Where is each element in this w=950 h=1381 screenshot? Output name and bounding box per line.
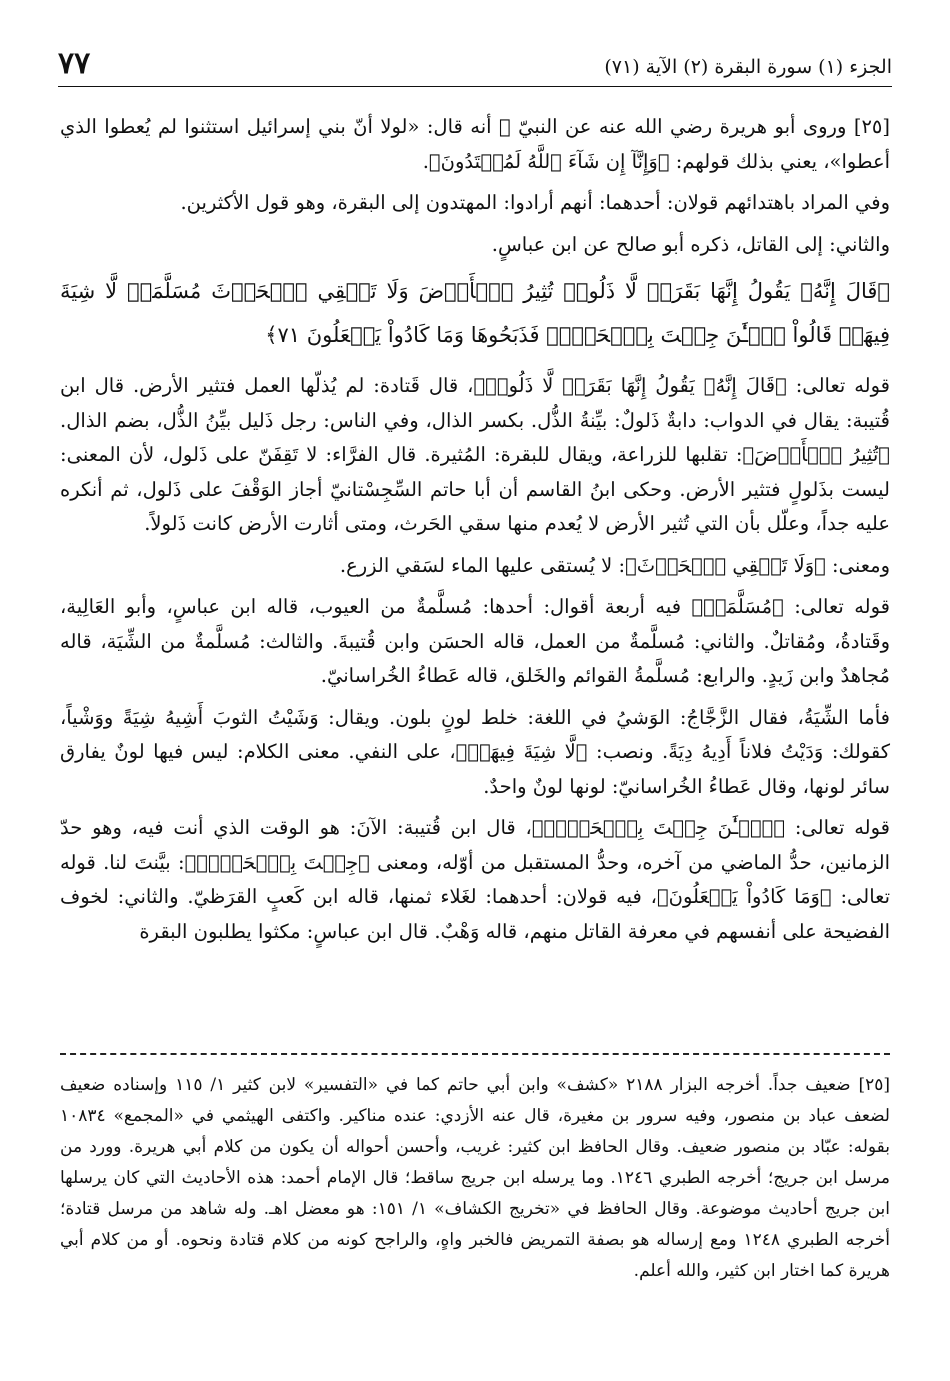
paragraph-dhalul: قوله تعالى: ﴿قَالَ إِنَّهُۥ يَقُولُ إِنَّهَا بَقَرَةٞ لَّا ذَلُولٞ﴾، قال قَتادة: لم يُذلّها العمل فتثير الأرض. قال ابن قُتيبة: يقال في الدواب: دابةٌ ذَلولٌ: بيِّنةُ الذُّل. بكسر الذال، وفي الناس: رجل ذَليل بيِّنُ الذُّل، بضم الذال. ﴿تُثِيرُ ٱلۡأَرۡضَ﴾: تقلبها للزراعة، ويقال للبقرة: المُثيرة. قال الفرَّاء: لا تَقِفَنّ على ذَلول، لأن المعنى: ليست بذَلولٍ فتثير الأرض. وحكى ابنُ القاسم أن أبا حاتم السِّجِسْتانيّ أجاز الوَقْفَ على ذَلول، ثم أنكره عليه جداً، وعلّل بأن التي تُثير الأرض لا يُعدم منها سقي الحَرث، ومتى أثارت الأرض كانت ذَلولاً.	[60, 374, 890, 535]
page-header	[58, 44, 892, 87]
page-number: ٧٧	[58, 46, 91, 81]
footnote-25: [٢٥] ضعيف جداً. أخرجه البزار ٢١٨٨ «كشف» وابن أبي حاتم كما في «التفسير» لابن كثير ١/ ١١٥ وإسناده ضعيف لضعف عباد بن منصور، وفيه سرور بن مغيرة، قال عنه الأزدي: عنده مناكير. واكتفى الهيثمي في «المجمع» ١٠٨٣٤ بقوله: عبّاد بن منصور ضعيف. وقال الحافظ ابن كثير: غريب، وأحسن أحواله أن يكون من كلام أبي هريرة. وورد من مرسل ابن جريج؛ أخرجه الطبري ١٢٤٦. وما يرسله ابن جريج ساقط؛ قال الإمام أحمد: هذه الأحاديث التي كان يرسلها ابن جريج أحاديث موضوعة. وقال الحافظ في «تخريج الكشاف» ١/ ١٥١: هو معضل اهـ. وله شاهد من مرسل قتادة؛ أخرجه الطبري ١٢٤٨ ومع إرساله هو بصفة التمريض فالخبر واهٍ، والراجح كونه من كلام قتادة ونحوه. أو من كلام أبي هريرة كما اختار ابن كثير، والله أعلم.	[60, 1075, 890, 1281]
footnote-separator	[60, 1053, 890, 1055]
paragraph-saqy: ومعنى: ﴿وَلَا تَسۡقِي ٱلۡحَرۡثَ﴾: لا يُستقى عليها الماء لسَقي الزرع.	[339, 553, 890, 577]
running-head: الجزء (١) سورة البقرة (٢) الآية (٧١)	[604, 56, 892, 78]
main-text	[60, 110, 890, 956]
paragraph-alaan: قوله تعالى: ﴿ٱلۡـَٰٔنَ جِئۡتَ بِٱلۡحَقِّۚ﴾، قال ابن قُتيبة: الآنَ: هو الوقت الذي أنت فيه، وهو حدّ الزمانين، حدُّ الماضي من آخره، وحدُّ المستقبل من أوّله، ومعنى ﴿جِئۡتَ بِٱلۡحَقِّۚ﴾: بيَّنتَ لنا. قوله تعالى: ﴿وَمَا كَادُواْ يَفۡعَلُونَ﴾، فيه قولان: أحدهما: لغَلاء ثمنها، قاله ابن كَعبٍ القرَظيّ. والثاني: لخوف الفضيحة على أنفسهم في معرفة القاتل منهم، قاله وَهْبٌ. قال ابن عباسٍ: مكثوا يطلبون البقرة	[60, 816, 890, 943]
paragraph-hadith: [٢٥] وروى أبو هريرة رضي الله عنه عن النبيّ ﷺ أنه قال: «لولا أنّ بني إسرائيل استثنوا لم يُعطوا الذي أعطوا»، يعني بذلك قولهم: ﴿وَإِنَّآ إِن شَآءَ ٱللَّهُ لَمُهۡتَدُونَ﴾.	[60, 115, 890, 173]
paragraph-musallama: قوله تعالى: ﴿مُسَلَّمَةٞ﴾ فيه أربعة أقوال: أحدها: مُسلَّمةٌ من العيوب، قاله ابن عباسٍ، وأبو العَالِية، وقَتادةُ، ومُقاتلٌ. والثاني: مُسلَّمةٌ من العمل، قاله الحسَن وابن قُتيبةَ. والثالث: مُسلَّمةٌ من الشِّيَة، قاله مُجاهدٌ وابن زَيدٍ. والرابع: مُسلَّمةُ القوائم والخَلق، قاله عَطاءُ الخُراسانيّ.	[60, 595, 890, 687]
footnotes	[60, 1070, 890, 1287]
quran-verse: ﴿قَالَ إِنَّهُۥ يَقُولُ إِنَّهَا بَقَرَةٞ لَّا ذَلُولٞ تُثِيرُ ٱلۡأَرۡضَ وَلَا تَسۡقِي ٱلۡحَرۡثَ مُسَلَّمَةٞ لَّا شِيَةَ فِيهَاۚ قَالُواْ ٱلۡـَٰٔنَ جِئۡتَ بِٱلۡحَقِّۚ فَذَبَحُوهَا وَمَا كَادُواْ يَفۡعَلُونَ ٧١﴾	[60, 279, 890, 347]
paragraph-second-opinion: والثاني: إلى القاتل، ذكره أبو صالح عن ابن عباسٍ.	[491, 232, 890, 256]
paragraph-first-opinion: وفي المراد باهتدائهم قولان: أحدهما: أنهم أرادوا: المهتدون إلى البقرة، وهو قول الأكثرين.	[180, 191, 890, 214]
paragraph-shiya: فأما الشِّيَةُ، فقال الزَّجَّاجُ: الوَشيُ في اللغة: خلط لونٍ بلون. ويقال: وَشَيْتُ الثوبَ أَشِيهُ شِيَةً ووَشْياً، كقولك: وَدَيْتُ فلاناً أَدِيهُ دِيَةً. ونصب: ﴿لَّا شِيَةَ فِيهَاۚ﴾، على النفي. معنى الكلام: ليس فيها لونٌ يفارق سائر لونها، وقال عَطاءُ الخُراسانيّ: لونها لونٌ واحدٌ.	[60, 705, 890, 798]
